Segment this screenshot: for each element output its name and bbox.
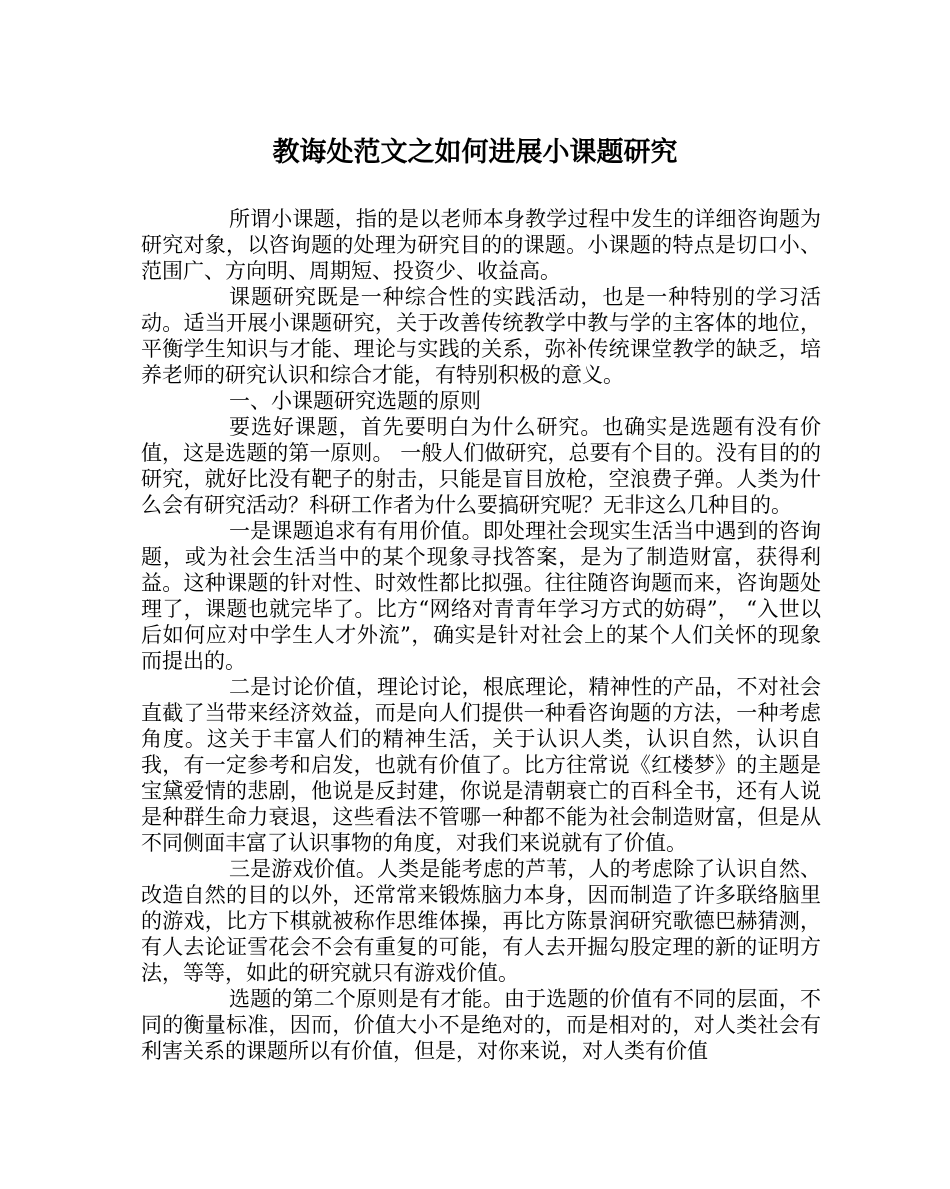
paragraph-game-value: 三是游戏价值。人类是能考虑的芦苇，人的考虑除了认识自然、改造自然的目的以外，还常常来锻炼脑力本身，因而制造了许多联络脑里的游戏，比方下棋就被称作思维体操，再比方陈景润研究歌德巴赫猜测，有人去论证雪花会不会有重复的可能，有人去开掘勾股定理的新的证明方法，等等，如此的研究就只有游戏价值。: [141, 857, 821, 985]
section-heading-principles: 一、小课题研究选题的原则: [229, 389, 481, 413]
paragraph-first-principle: 要选好课题，首先要明白为什么研究。也确实是选题有没有价值，这是选题的第一原则。 一般人们做研究，总要有个目的。没有目的的研究，就好比没有靶子的射击，只能是盲目放枪，空浪费子弹。人类为什么会有研究活动？科研工作者为什么要搞研究呢？无非这么几种目的。: [141, 415, 821, 517]
document-title: 教诲处范文之如何进展小课题研究: [272, 137, 678, 168]
paragraph-practical-value: 一是课题追求有有用价值。即处理社会现实生活当中遇到的咨询题，或为社会生活当中的某个现象寻找答案，是为了制造财富，获得利益。这种课题的针对性、时效性都比拟强。往往随咨询题而来，咨询题处理了，课题也就完毕了。比方“网络对青青年学习方式的妨碍”， “入世以后如何应对中学生人才外流”，确实是针对社会上的某个人们关怀的现象而提出的。: [141, 519, 821, 673]
document-body: [141, 206, 821, 1064]
paragraph-second-principle: 选题的第二个原则是有才能。由于选题的价值有不同的层面，不同的衡量标准，因而，价值大小不是绝对的，而是相对的，对人类社会有利害关系的课题所以有价值，但是，对你来说，对人类有价值: [141, 987, 821, 1063]
paragraph-theoretical-value: 二是讨论价值，理论讨论，根底理论，精神性的产品，不对社会直截了当带来经济效益，而是向人们提供一种看咨询题的方法，一种考虑角度。这关于丰富人们的精神生活，关于认识人类，认识自然，认识自我，有一定参考和启发，也就有价值了。比方往常说《红楼梦》的主题是宝黛爱情的悲剧，他说是反封建，你说是清朝衰亡的百科全书，还有人说是种群生命力衰退，这些看法不管哪一种都不能为社会制造财富，但是从不同侧面丰富了认识事物的角度，对我们来说就有了价值。: [141, 675, 821, 855]
paragraph-intro: 所谓小课题，指的是以老师本身教学过程中发生的详细咨询题为研究对象，以咨询题的处理为研究目的的课题。小课题的特点是切口小、范围广、方向明、周期短、投资少、收益高。: [141, 207, 821, 283]
paragraph-significance: 课题研究既是一种综合性的实践活动，也是一种特别的学习活动。适当开展小课题研究，关于改善传统教学中教与学的主客体的地位，平衡学生知识与才能、理论与实践的关系，弥补传统课堂教学的缺乏，培养老师的研究认识和综合才能，有特别积极的意义。: [141, 285, 821, 387]
